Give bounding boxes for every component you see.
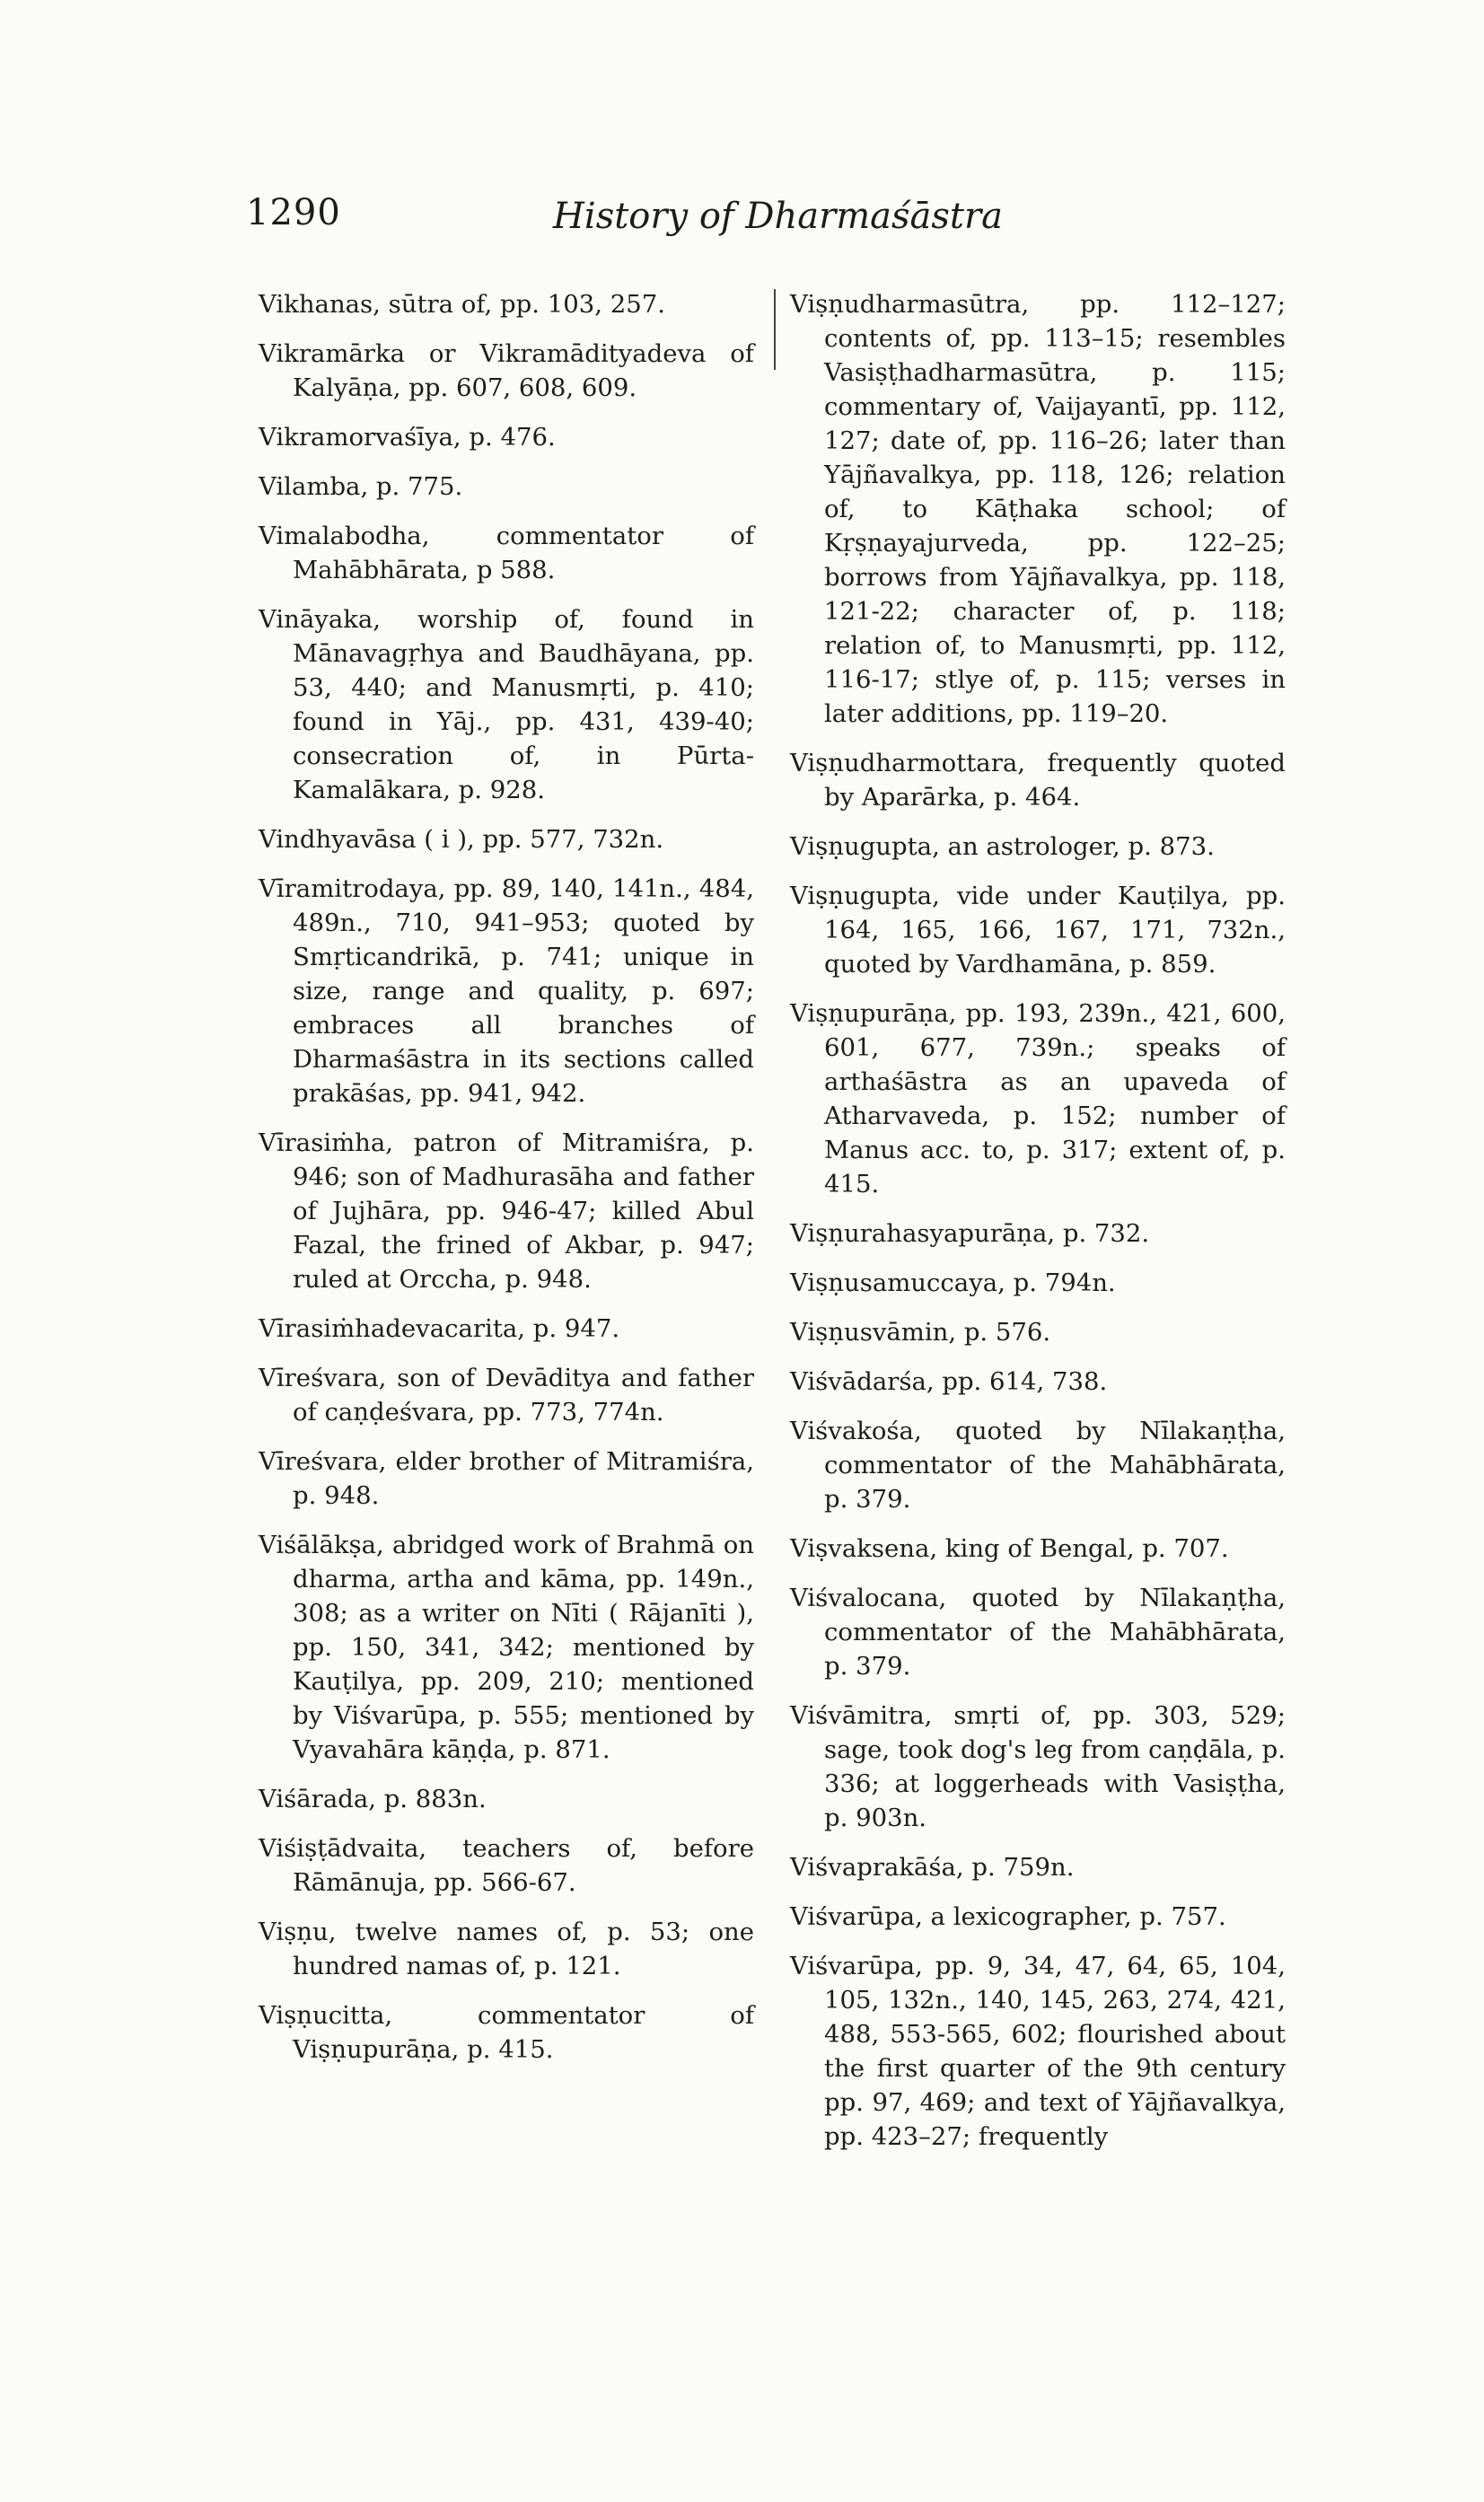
index-entry: Viśvarūpa, a lexicographer, p. 757. xyxy=(790,1902,1226,1931)
index-entry: Viśvalocana, quoted by Nīlakaṇṭha, commentator of the Mahābhārata, p. 379. xyxy=(790,1584,1286,1681)
index-entry: Vīreśvara, son of Devāditya and father of caṇḍeśvara, pp. 773, 774n. xyxy=(259,1364,754,1427)
index-entry: Viṣṇudharmottara, frequently quoted by Aparārka, p. 464. xyxy=(790,749,1286,812)
index-entry: Viṣṇusvāmin, p. 576. xyxy=(790,1318,1051,1347)
index-entry: Vīrasiṁhadevacarita, p. 947. xyxy=(259,1314,620,1343)
index-entry: Vīrasiṁha, patron of Mitramiśra, p. 946; son of Madhurasāha and father of Jujhāra, pp. 946-47; killed Abul Fazal, the frined of Akbar, p. 947; ruled at Orccha, p. 948. xyxy=(259,1128,754,1294)
index-entry: Viṣṇugupta, an astrologer, p. 873. xyxy=(790,832,1215,861)
index-entry: Viśārada, p. 883n. xyxy=(259,1785,487,1813)
index-entry: Vikramorvaśīya, p. 476. xyxy=(259,423,556,452)
index-entry: Vināyaka, worship of, found in Mānavagṛhya and Baudhāyana, pp. 53, 440; and Manusmṛti, p. 410; found in Yāj., pp. 431, 439-40; consecration of, in Pūrta-Kamalākara, p. 928. xyxy=(259,605,754,804)
index-entry: Viśiṣṭādvaita, teachers of, before Rāmānuja, pp. 566-67. xyxy=(259,1834,754,1897)
index-entry: Vindhyavāsa ( i ), pp. 577, 732n. xyxy=(259,825,664,854)
running-title: History of Dharmaśāstra xyxy=(553,196,1003,237)
index-column-left xyxy=(259,287,754,2082)
index-entry: Vikramārka or Vikramādityadeva of Kalyāṇa, pp. 607, 608, 609. xyxy=(259,339,754,402)
index-entry: Viṣṇupurāṇa, pp. 193, 239n., 421, 600, 601, 677, 739n.; speaks of arthaśāstra as an upaveda of Atharvaveda, p. 152; number of Manus acc. to, p. 317; extent of, p. 415. xyxy=(790,999,1286,1198)
index-entry: Viśvarūpa, pp. 9, 34, 47, 64, 65, 104, 105, 132n., 140, 145, 263, 274, 421, 488, 553-565, 602; flourished about the first quarter of the 9th century pp. 97, 469; and text of Yājñavalkya, pp. 423–27; frequently xyxy=(790,1952,1286,2151)
page-number: 1290 xyxy=(246,192,341,233)
index-entry: Viṣṇurahasyapurāṇa, p. 732. xyxy=(790,1219,1150,1248)
index-entry: Viṣṇusamuccaya, p. 794n. xyxy=(790,1269,1116,1297)
index-entry: Viṣṇu, twelve names of, p. 53; one hundred namas of, p. 121. xyxy=(259,1918,754,1980)
column-divider xyxy=(774,289,776,370)
index-entry: Vīramitrodaya, pp. 89, 140, 141n., 484, 489n., 710, 941–953; quoted by Smṛticandrikā, p. 741; unique in size, range and quality, p. 697; embraces all branches of Dharmaśāstra in its sections called prakāśas, pp. 941, 942. xyxy=(259,874,754,1108)
index-entry: Viṣṇudharmasūtra, pp. 112–127; contents of, pp. 113–15; resembles Vasiṣṭhadharmasūtra, p. 115; commentary of, Vaijayantī, pp. 112, 127; date of, pp. 116–26; later than Yājñavalkya, pp. 118, 126; relation of, to Kāṭhaka school; of Kṛṣṇayajurveda, pp. 122–25; borrows from Yājñavalkya, pp. 118, 121-22; character of, p. 118; relation of, to Manusmṛti, pp. 112, 116-17; stlye of, p. 115; verses in later additions, pp. 119–20. xyxy=(790,290,1286,728)
index-entry: Viśvāmitra, smṛti of, pp. 303, 529; sage, took dog's leg from caṇḍāla, p. 336; at loggerheads with Vasiṣṭha, p. 903n. xyxy=(790,1701,1286,1832)
index-entry: Vimalabodha, commentator of Mahābhārata, p 588. xyxy=(259,522,754,584)
index-entry: Viśvaprakāśa, p. 759n. xyxy=(790,1853,1075,1882)
index-entry: Viṣvaksena, king of Bengal, p. 707. xyxy=(790,1534,1229,1563)
index-entry: Viṣṇugupta, vide under Kauṭilya, pp. 164, 165, 166, 167, 171, 732n., quoted by Vardhamāna, p. 859. xyxy=(790,882,1286,979)
index-entry: Viśvādarśa, pp. 614, 738. xyxy=(790,1367,1108,1396)
index-entry: Vilamba, p. 775. xyxy=(259,472,463,501)
index-entry: Viṣṇucitta, commentator of Viṣṇupurāṇa, p. 415. xyxy=(259,2001,754,2064)
index-entry: Vīreśvara, elder brother of Mitramiśra, p. 948. xyxy=(259,1447,754,1510)
index-entry: Viśvakośa, quoted by Nīlakaṇṭha, commentator of the Mahābhārata, p. 379. xyxy=(790,1417,1286,1514)
index-column-right xyxy=(790,287,1286,2169)
index-entry: Vikhanas, sūtra of, pp. 103, 257. xyxy=(259,290,665,319)
index-entry: Viśālākṣa, abridged work of Brahmā on dharma, artha and kāma, pp. 149n., 308; as a writer on Nīti ( Rājanīti ), pp. 150, 341, 342; mentioned by Kauṭilya, pp. 209, 210; mentioned by Viśvarūpa, p. 555; mentioned by Vyavahāra kāṇḍa, p. 871. xyxy=(259,1531,754,1764)
